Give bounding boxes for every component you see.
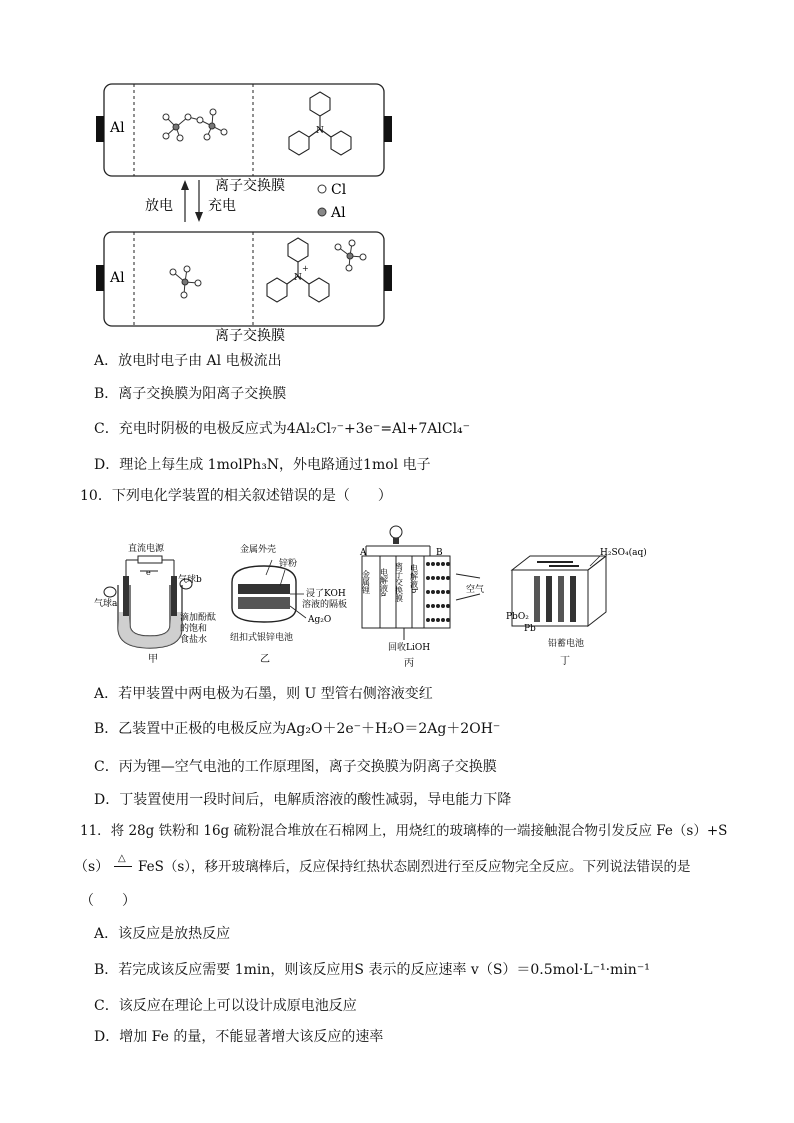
- alcl4-molecule-right: [335, 240, 366, 271]
- svg-text:气球b: 气球b: [178, 575, 202, 585]
- q10-stem: 10．下列电化学装置的相关叙述错误的是（ ）: [80, 488, 392, 504]
- bottom-al-label: Al: [110, 270, 125, 286]
- legend-cl: Cl: [331, 182, 347, 198]
- svg-text:直流电源: 直流电源: [128, 544, 165, 554]
- svg-text:铅蓄电池: 铅蓄电池: [548, 639, 585, 649]
- svg-text:的饱和: 的饱和: [180, 624, 208, 634]
- q9-option-a: A．放电时电子由 Al 电极流出: [94, 353, 282, 369]
- svg-text:N: N: [294, 273, 302, 283]
- svg-text:乙: 乙: [260, 654, 270, 665]
- figure-ding: [506, 547, 647, 667]
- top-al-label: Al: [110, 120, 125, 136]
- top-right-terminal: [384, 116, 392, 142]
- membrane-label-bottom: 离子交换膜: [215, 328, 285, 344]
- svg-text:Pb: Pb: [524, 624, 536, 634]
- bottom-cell: [104, 232, 384, 326]
- figure-yi: [230, 543, 347, 665]
- svg-text:Ag₂O: Ag₂O: [308, 615, 332, 625]
- q10-option-c: C．丙为锂—空气电池的工作原理图，离子交换膜为阴离子交换膜: [94, 759, 497, 775]
- al2cl7-molecule: [163, 109, 227, 141]
- triphenylamine: [289, 92, 351, 155]
- q11-option-d: D．增加 Fe 的量，不能显著增大该反应的速率: [94, 1029, 384, 1045]
- legend-al: Al: [331, 205, 346, 221]
- svg-text:滴加酚酞: 滴加酚酞: [180, 613, 217, 623]
- bottom-right-terminal: [384, 265, 392, 291]
- q11-heat-bar: [114, 866, 132, 867]
- bottom-left-terminal: [96, 265, 104, 291]
- alcl4-molecule-left: [170, 266, 201, 298]
- svg-text:e⁻: e⁻: [146, 568, 155, 577]
- svg-text:金属锂: 金属锂: [361, 570, 371, 594]
- q11-option-b: B．若完成该反应需要 1min，则该反应用S 表示的反应速率 v（S）＝0.5mol·L⁻¹·min⁻¹: [94, 962, 650, 978]
- q9-option-b: B．离子交换膜为阳离子交换膜: [94, 386, 287, 402]
- svg-text:气球a: 气球a: [94, 599, 118, 609]
- top-cell: [104, 84, 384, 176]
- q10-figures: [0, 518, 794, 678]
- svg-text:金属外壳: 金属外壳: [240, 545, 277, 555]
- svg-text:回收LiOH: 回收LiOH: [388, 643, 431, 653]
- svg-text:食盐水: 食盐水: [180, 635, 208, 645]
- svg-text:纽扣式银锌电池: 纽扣式银锌电池: [230, 633, 294, 643]
- membrane-label-top: 离子交换膜: [215, 178, 285, 194]
- charge-label: 充电: [208, 198, 236, 214]
- svg-text:离子交换膜: 离子交换膜: [394, 562, 404, 602]
- svg-text:+: +: [302, 264, 309, 273]
- figure-bing: [359, 526, 484, 669]
- svg-text:N: N: [316, 126, 324, 136]
- svg-text:H₂SO₄(aq): H₂SO₄(aq): [600, 548, 647, 558]
- svg-text:空气: 空气: [466, 585, 485, 595]
- q11-heat-symbol: △: [118, 853, 126, 864]
- q9-option-d: D．理论上每生成 1molPh₃N，外电路通过1mol 电子: [94, 457, 431, 473]
- q10-option-b: B．乙装置中正极的电极反应为Ag₂O＋2e⁻＋H₂O＝2Ag＋2OH⁻: [94, 721, 501, 737]
- q9-option-c: C．充电时阴极的电极反应式为4Al₂Cl₇⁻+3e⁻=Al+7AlCl₄⁻: [94, 421, 471, 437]
- svg-text:锌粉: 锌粉: [279, 559, 298, 569]
- triphenylamine-cation: [267, 238, 329, 302]
- q11-option-a: A．该反应是放热反应: [94, 926, 231, 942]
- q10-option-d: D．丁装置使用一段时间后，电解质溶液的酸性减弱，导电能力下降: [94, 792, 512, 808]
- svg-text:丙: 丙: [404, 658, 414, 669]
- discharge-label: 放电: [145, 198, 173, 214]
- svg-text:B: B: [436, 548, 443, 558]
- top-left-terminal: [96, 116, 104, 142]
- figure-jia: [94, 542, 216, 665]
- svg-text:溶液的隔板: 溶液的隔板: [302, 600, 348, 610]
- svg-text:电解液a: 电解液a: [379, 568, 389, 597]
- svg-text:PbO₂: PbO₂: [506, 612, 529, 622]
- q11-stem-line2a: （s）: [74, 859, 110, 875]
- q11-stem-line2b: FeS（s），移开玻璃棒后，反应保持红热状态剧烈进行至反应物完全反应。下列说法错误的是: [138, 859, 691, 875]
- q10-option-a: A．若甲装置中两电极为石墨，则 U 型管右侧溶液变红: [94, 686, 433, 702]
- svg-text:A: A: [360, 548, 367, 558]
- svg-text:丁: 丁: [560, 656, 570, 667]
- q11-option-c: C．该反应在理论上可以设计成原电池反应: [94, 998, 357, 1014]
- q11-stem-line1: 11．将 28g 铁粉和 16g 硫粉混合堆放在石棉网上，用烧红的玻璃棒的一端接触混合物引发反应 Fe（s）+S: [80, 823, 728, 839]
- svg-text:浸了KOH: 浸了KOH: [306, 589, 346, 599]
- svg-text:电解液b: 电解液b: [409, 564, 419, 594]
- q11-stem-line3: （ ）: [80, 893, 136, 909]
- svg-text:甲: 甲: [148, 654, 158, 665]
